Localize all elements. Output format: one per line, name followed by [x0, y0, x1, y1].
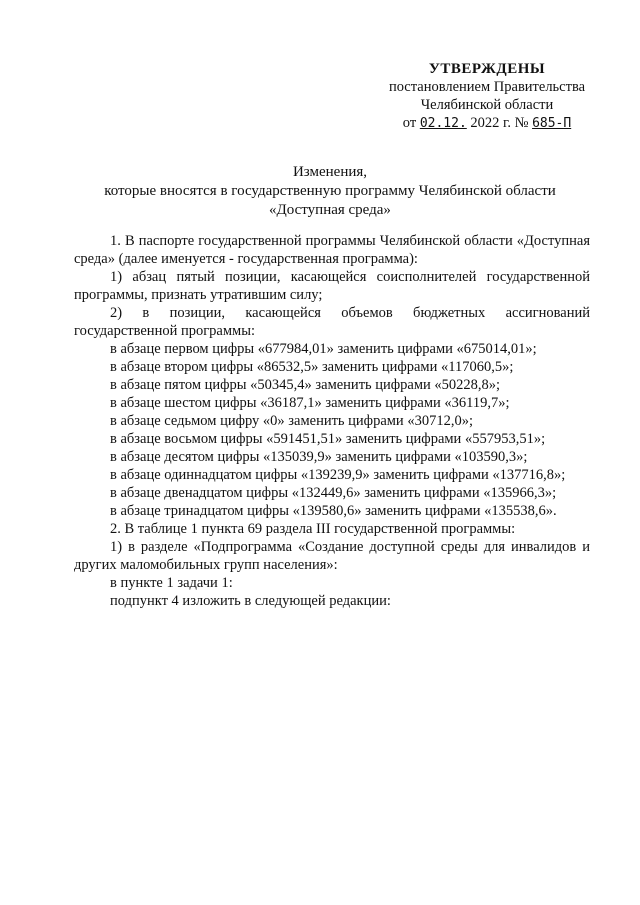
decree-number: 685-П	[532, 116, 572, 131]
paragraph-item: в абзаце первом цифры «677984,01» заменить цифрами «675014,01»;	[110, 341, 537, 357]
paragraph-item: в абзаце двенадцатом цифры «132449,6» заменить цифрами «135966,3»;	[110, 485, 557, 501]
paragraph-item: в абзаце шестом цифры «36187,1» заменить цифрами «36119,7»;	[110, 395, 510, 411]
paragraph-item: в абзаце пятом цифры «50345,4» заменить цифрами «50228,8»;	[110, 377, 501, 393]
paragraph-item: в абзаце десятом цифры «135039,9» заменить цифрами «103590,3»;	[110, 449, 528, 465]
date-prefix: от	[402, 115, 417, 131]
approval-block	[372, 60, 602, 133]
paragraph-coexecutors: 1) абзац пятый позиции, касающейся соисполнителей государственной программы, признать утратившим силу;	[74, 269, 590, 303]
paragraph-table: 2. В таблице 1 пункта 69 раздела III государственной программы:	[110, 521, 516, 537]
paragraph-item: в абзаце одиннадцатом цифры «139239,9» заменить цифрами «137716,8»;	[110, 467, 566, 483]
title-line-1: Изменения,	[292, 164, 368, 180]
paragraph-budget-position: 2) в позиции, касающейся объемов бюджетных ассигнований государственной программы:	[74, 305, 590, 339]
paragraph-passport: 1. В паспорте государственной программы Челябинской области «Доступная среда» (далее именуется - государственная программа):	[74, 233, 590, 267]
document-body	[74, 232, 590, 610]
approval-line-government: постановлением Правительства	[388, 79, 586, 95]
approval-line-region: Челябинской области	[420, 97, 554, 113]
paragraph-item: в абзаце седьмом цифру «0» заменить цифрами «30712,0»;	[110, 413, 473, 429]
paragraph-subprogram: 1) в разделе «Подпрограмма «Создание доступной среды для инвалидов и других маломобильных групп населения»:	[74, 539, 590, 573]
paragraph-item: в абзаце втором цифры «86532,5» заменить цифрами «117060,5»;	[110, 359, 514, 375]
paragraph-subitem: подпункт 4 изложить в следующей редакции:	[110, 593, 391, 609]
date-value: 02.12.	[419, 116, 467, 131]
document-title	[70, 163, 590, 220]
paragraph-item: в абзаце тринадцатом цифры «139580,6» заменить цифрами «135538,6».	[110, 503, 557, 519]
year-number-label: 2022 г. №	[470, 115, 529, 131]
title-line-2: которые вносятся в государственную программу Челябинской области	[104, 183, 556, 199]
approval-date-line	[372, 114, 602, 133]
paragraph-task: в пункте 1 задачи 1:	[110, 575, 233, 591]
title-line-3: «Доступная среда»	[269, 202, 391, 218]
paragraph-item: в абзаце восьмом цифры «591451,51» заменить цифрами «557953,51»;	[110, 431, 546, 447]
approval-heading: УТВЕРЖДЕНЫ	[428, 61, 546, 77]
